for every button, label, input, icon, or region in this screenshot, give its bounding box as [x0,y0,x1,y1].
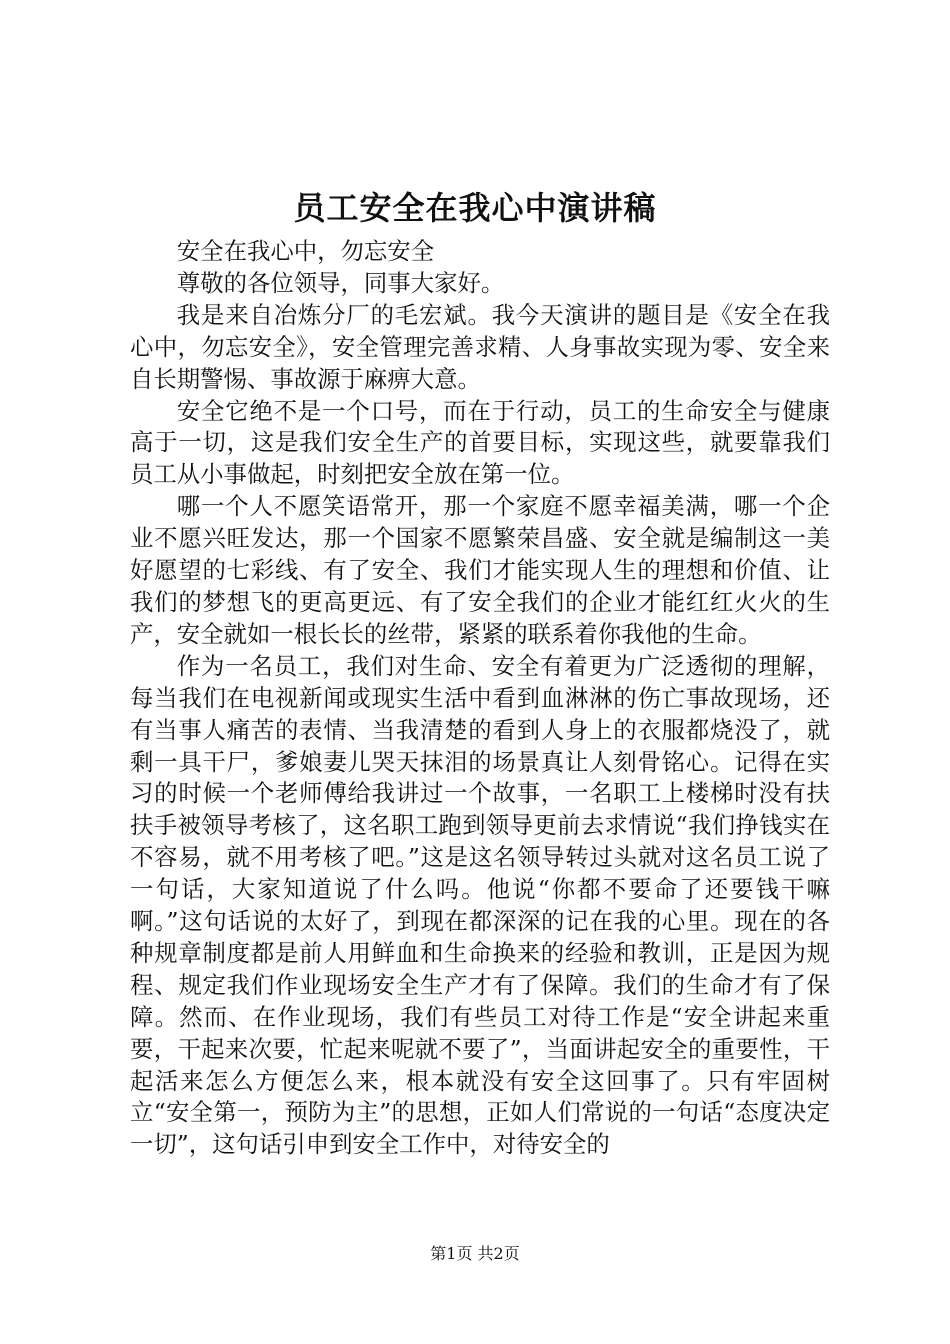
document-body [130,236,830,1161]
paragraph-wishes: 哪一个人不愿笑语常开，那一个家庭不愿幸福美满，哪一个企业不愿兴旺发达，那一个国家不愿繁荣昌盛、安全就是编制这一美好愿望的七彩线、有了安全、我们才能实现人生的理想和价值、让我们的梦想飞的更高更远、有了安全我们的企业才能红红火火的生产，安全就如一根长长的丝带，紧紧的联系着你我他的生命。 [130,492,830,648]
page-footer: 第1页 共2页 [430,1244,520,1263]
paragraph-subtitle: 安全在我心中，勿忘安全 [176,237,435,265]
paragraph-greeting: 尊敬的各位领导，同事大家好。 [176,268,505,297]
paragraph-introduction: 我是来自冶炼分厂的毛宏斌。我今天演讲的题目是《安全在我心中，勿忘安全》，安全管理完善求精、人身事故实现为零、安全来自长期警惕、事故源于麻痹大意。 [130,300,830,393]
document-title: 员工安全在我心中演讲稿 [293,189,657,227]
paragraph-experience: 作为一名员工，我们对生命、安全有着更为广泛透彻的理解，每当我们在电视新闻或现实生活中看到血淋淋的伤亡事故现场，还有当事人痛苦的表情、当我清楚的看到人身上的衣服都烧没了，就剩一具干尸，爹娘妻儿哭天抹泪的场景真让人刻骨铭心。记得在实习的时候一个老师傅给我讲过一个故事，一名职工上楼梯时没有扶扶手被领导考核了，这名职工跑到领导更前去求情说“我们挣钱实在不容易，就不用考核了吧。”这是这名领导转过头就对这名员工说了一句话，大家知道说了什么吗。他说“你都不要命了还要钱干嘛啊。”这句话说的太好了，到现在都深深的记在我的心里。现在的各种规章制度都是前人用鲜血和生命换来的经验和教训，正是因为规程、规定我们作业现场安全生产才有了保障。我们的生命才有了保障。然而、在作业现场，我们有些员工对待工作是“安全讲起来重要，干起来次要，忙起来呢就不要了”，当面讲起安全的重要性，干起活来怎么方便怎么来，根本就没有安全这回事了。只有牢固树立“安全第一，预防为主”的思想，正如人们常说的一句话“态度决定一切”，这句话引申到安全工作中，对待安全的 [130,651,830,1159]
paragraph-action: 安全它绝不是一个口号，而在于行动，员工的生命安全与健康高于一切，这是我们安全生产的首要目标，实现这些，就要靠我们员工从小事做起，时刻把安全放在第一位。 [130,396,830,489]
